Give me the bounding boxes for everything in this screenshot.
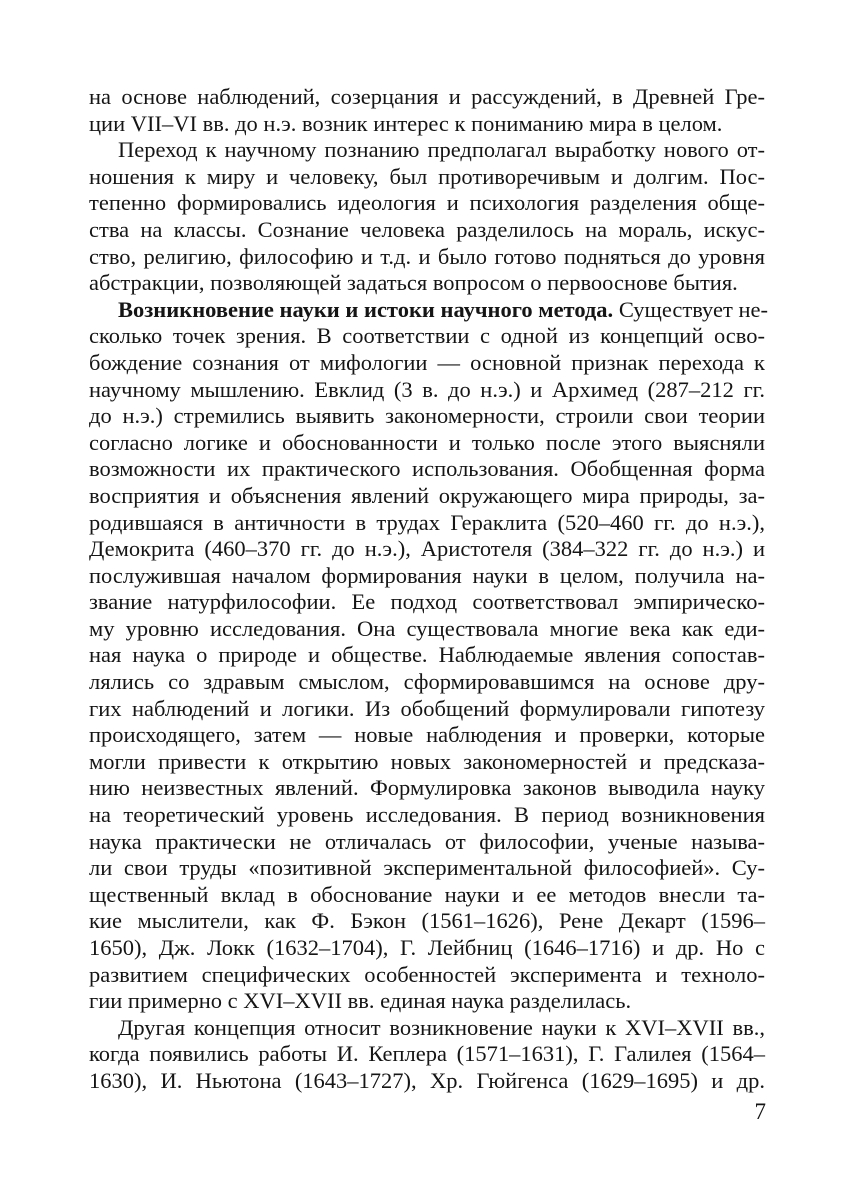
text-line: гии примерно с XVI–XVII вв. единая наука разделилась. [89, 988, 632, 1014]
text-line: послужившая началом формирования науки в целом, получила на- [89, 562, 765, 588]
text-line: 1630), И. Ньютона (1643–1727), Хр. Гюйгенса (1629–1695) и др. [89, 1067, 765, 1093]
text-line: ции VII–VI вв. до н.э. возник интерес к пониманию мира в целом. [89, 110, 723, 136]
text-line: родившаяся в античности в трудах Гераклита (520–460 гг. до н.э.), [89, 509, 765, 535]
text-line: научному мышлению. Евклид (3 в. до н.э.) и Архимед (287–212 гг. [89, 376, 765, 402]
text-line: могли привести к открытию новых закономерностей и предсказа- [89, 748, 765, 774]
text-line: согласно логике и обоснованности и только после этого выясняли [89, 429, 765, 455]
text-line: бождение сознания от мифологии — основной признак перехода к [89, 349, 765, 375]
text-line: наука практически не отличалась от философии, ученые называ- [89, 828, 765, 854]
text-line: ства на классы. Сознание человека разделилось на мораль, искус- [89, 216, 765, 242]
text-line: ли свои труды «позитивной экспериментальной философией». Су- [89, 855, 765, 881]
text-line: тепенно формировались идеология и психология разделения обще- [89, 190, 765, 216]
paragraph-2 [89, 137, 765, 297]
text-line: на теоретический уровень исследования. В период возникновения [89, 802, 765, 828]
text-line: Демокрита (460–370 гг. до н.э.), Аристотеля (384–322 гг. до н.э.) и [89, 536, 765, 562]
text-line: 1650), Дж. Локк (1632–1704), Г. Лейбниц (1646–1716) и др. Но с [89, 935, 765, 960]
text-line: щественный вклад в обоснование науки и ее методов внесли та- [89, 881, 765, 907]
heading-line-rest: Существует не- [613, 296, 768, 322]
text-line: кие мыслители, как Ф. Бэкон (1561–1626), Рене Декарт (1596– [89, 908, 765, 934]
paragraph-3 [89, 296, 768, 1015]
text-line: Другая концепция относит возникновение науки к XVI–XVII вв., [118, 1014, 765, 1040]
text-line [89, 296, 768, 324]
text-line: ство, религию, философию и т.д. и было готово подняться до уровня [89, 243, 765, 269]
paragraph-4 [89, 1015, 765, 1095]
text-line: нию неизвестных явлений. Формулировка законов выводила науку [89, 775, 765, 801]
text-line: развитием специфических особенностей эксперимента и техноло- [89, 961, 765, 987]
text-line: возможности их практического использования. Обобщенная форма [89, 456, 765, 482]
text-line: сколько точек зрения. В соответствии с одной из концепций осво- [89, 323, 765, 349]
section-heading: Возникновение науки и истоки научного метода. [118, 296, 614, 322]
text-line: происходящего, затем — новые наблюдения и проверки, которые [89, 722, 765, 748]
text-line: лялись со здравым смыслом, сформировавшимся на основе дру- [89, 669, 765, 695]
text-line: Переход к научному познанию предполагал выработку нового от- [118, 137, 765, 163]
paragraph-1 [89, 84, 765, 137]
text-line: ношения к миру и человеку, был противоречивым и долгим. Пос- [89, 163, 765, 189]
text-line: абстракции, позволяющей задаться вопросом о первооснове бытия. [89, 270, 738, 296]
text-line: на основе наблюдений, созерцания и рассуждений, в Древней Гре- [89, 84, 765, 109]
text-line: гих наблюдений и логики. Из обобщений формулировали гипотезу [89, 695, 765, 721]
page-number: 7 [754, 1099, 766, 1124]
body-text [89, 84, 768, 1095]
text-line: когда появились работы И. Кеплера (1571–1631), Г. Галилея (1564– [89, 1041, 765, 1067]
text-line: му уровню исследования. Она существовала многие века как еди- [89, 615, 765, 641]
text-line: до н.э.) стремились выявить закономерности, строили свои теории [89, 403, 765, 429]
text-line: восприятия и объяснения явлений окружающего мира природы, за- [89, 482, 765, 508]
text-line: ная наука о природе и обществе. Наблюдаемые явления сопостав- [89, 642, 765, 668]
text-line: звание натурфилософии. Ее подход соответствовал эмпирическо- [89, 589, 765, 615]
